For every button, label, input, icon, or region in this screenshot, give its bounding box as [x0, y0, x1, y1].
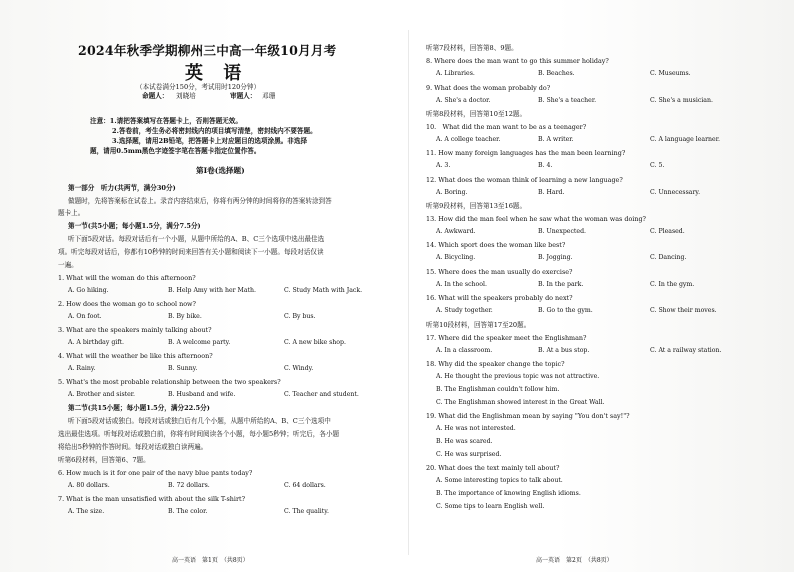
option-c: C. Pleased. — [650, 228, 685, 235]
option-b: B. A welcome party. — [168, 339, 231, 346]
section2-intro: 听下面5段对话或独白。每段对话或独白后有几个小题，从题中所给的A、B、C三个选项中 — [68, 417, 331, 425]
option-c: C. Unnecessary. — [650, 189, 701, 196]
question-text: 19. What did the Englishman mean by saying "You don't say!"? — [426, 412, 630, 420]
left-column — [58, 0, 396, 572]
material-heading: 听第10段材料，回答第17至20题。 — [426, 321, 531, 329]
question-text: 17. Where did the speaker meet the Englishman? — [426, 334, 587, 342]
option-a: A. 3. — [436, 162, 451, 169]
part1-intro: 做题时，先将答案标在试卷上。录音内容结束后，你将有两分钟的时间将你的答案转涂到答 — [68, 197, 332, 205]
option-c: C. 5. — [650, 162, 665, 169]
option-c: C. Show their moves. — [650, 307, 717, 314]
question-text: 20. What does the text mainly tell about? — [426, 464, 560, 472]
section2-intro: 将给出5秒钟的作答时间。每段对话或独白读两遍。 — [58, 443, 208, 451]
section2-intro: 选出最佳选项。听每段对话或独白前，你将有时间阅读各个小题，每小题5秒钟；听完后，各小题 — [58, 430, 340, 438]
note-line: 注意：1.请把答案填写在答题卡上，否则答题无效。 — [90, 117, 242, 125]
option-a: A. Awkward. — [436, 228, 476, 235]
question-text: 1. What will the woman do this afternoon? — [58, 274, 196, 282]
option-c: C. The Englishman showed interest in the Great Wall. — [436, 399, 605, 406]
section1-heading: 第一节(共5小题；每小题1.5分，满分7.5分) — [68, 222, 201, 230]
option-b: B. Husband and wife. — [168, 391, 236, 398]
option-a: A. A college teacher. — [436, 136, 501, 143]
option-c: C. In the gym. — [650, 281, 695, 288]
reviewer-label: 审题人： — [230, 92, 257, 100]
section1-intro: 一遍。 — [58, 261, 78, 269]
option-a: A. Go hiking. — [68, 287, 109, 294]
right-column — [426, 0, 766, 572]
option-b: B. Beaches. — [538, 70, 575, 77]
question-text: 10. What did the man want to be as a teenager? — [426, 123, 587, 131]
option-a: A. On foot. — [68, 313, 102, 320]
option-b: B. 72 dollars. — [168, 482, 210, 489]
question-text: 3. What are the speakers mainly talking about? — [58, 326, 212, 334]
option-c: C. 64 dollars. — [284, 482, 326, 489]
option-a: A. He thought the previous topic was not attractive. — [436, 373, 600, 380]
question-text: 15. Where does the man usually do exercise? — [426, 268, 573, 276]
option-b: B. Go to the gym. — [538, 307, 593, 314]
page-footer-right: 高一英语 第2页 （共8页） — [536, 557, 613, 564]
option-c: C. Dancing. — [650, 254, 687, 261]
option-b: B. He was scared. — [436, 438, 493, 445]
option-b: B. At a bus stop. — [538, 347, 590, 354]
option-b: B. 4. — [538, 162, 553, 169]
option-c: C. He was surprised. — [436, 451, 502, 458]
option-b: B. The importance of knowing English idioms. — [436, 490, 581, 497]
exam-duration: （本试卷满分150分，考试用时120分钟） — [136, 83, 261, 91]
option-a: A. A birthday gift. — [68, 339, 125, 346]
option-a: A. Brother and sister. — [68, 391, 136, 398]
option-a: A. Libraries. — [436, 70, 475, 77]
option-c: C. Some tips to learn English well. — [436, 503, 545, 510]
question-text: 12. What does the woman think of learning a new language? — [426, 176, 623, 184]
author-name: 刘晓培 — [176, 92, 196, 100]
material-heading: 听第6段材料，回答第6、7题。 — [58, 456, 150, 464]
option-b: B. In the park. — [538, 281, 584, 288]
option-c: C. By bus. — [284, 313, 316, 320]
option-a: A. She's a doctor. — [436, 97, 491, 104]
question-text: 13. How did the man feel when he saw what the woman was doing? — [426, 215, 646, 223]
question-text: 5. What's the most probable relationship between the two speakers? — [58, 378, 281, 386]
option-a: A. Bicycling. — [436, 254, 476, 261]
question-text: 8. Where does the man want to go this summer holiday? — [426, 57, 609, 65]
option-a: A. 80 dollars. — [68, 482, 110, 489]
material-heading: 听第9段材料，回答第13至16题。 — [426, 202, 527, 210]
exam-title: 2024年秋季学期柳州三中高一年级10月月考 — [78, 43, 337, 58]
part1-heading: 第一部分 听力(共两节，满分30分) — [68, 184, 176, 192]
section2-heading: 第二节(共15小题；每小题1.5分，满分22.5分) — [68, 404, 210, 412]
question-text: 4. What will the weather be like this afternoon? — [58, 352, 213, 360]
option-c: C. A language learner. — [650, 136, 720, 143]
option-a: A. Study together. — [436, 307, 493, 314]
question-text: 7. What is the man unsatisfied with about the silk T-shirt? — [58, 495, 246, 503]
question-text: 16. What will the speakers probably do next? — [426, 294, 573, 302]
option-a: A. In the school. — [436, 281, 487, 288]
material-heading: 听第7段材料，回答第8、9题。 — [426, 44, 518, 52]
option-b: B. The Englishman couldn't follow him. — [436, 386, 560, 393]
option-a: A. Some interesting topics to talk about. — [436, 477, 563, 484]
question-text: 14. Which sport does the woman like best? — [426, 241, 566, 249]
option-b: B. Unexpected. — [538, 228, 586, 235]
option-a: A. He was not interested. — [436, 425, 516, 432]
note-line: 3.选择题，请用2B铅笔，把答题卡上对应题目的选项涂黑。非选择 — [112, 137, 308, 145]
option-c: C. At a railway station. — [650, 347, 722, 354]
subject-title: 英 语 — [185, 63, 249, 84]
option-a: A. Rainy. — [68, 365, 96, 372]
section1-intro: 项。听完每段对话后，你都有10秒钟的时间来回答有关小题和阅读下一小题。每段对话仅读 — [58, 248, 324, 256]
option-b: B. The color. — [168, 508, 208, 515]
section1-intro: 听下面5段对话。每段对话后有一个小题，从题中所给的A、B、C三个选项中选出最佳选 — [68, 235, 325, 243]
question-text: 18. Why did the speaker change the topic? — [426, 360, 565, 368]
option-a: A. The size. — [68, 508, 105, 515]
material-heading: 听第8段材料，回答第10至12题。 — [426, 110, 527, 118]
option-b: B. She's a teacher. — [538, 97, 597, 104]
option-c: C. She's a musician. — [650, 97, 713, 104]
option-a: A. In a classroom. — [436, 347, 493, 354]
option-c: C. Museums. — [650, 70, 691, 77]
option-b: B. Hard. — [538, 189, 565, 196]
option-c: C. A new bike shop. — [284, 339, 346, 346]
option-b: B. Jogging. — [538, 254, 573, 261]
option-b: B. Help Amy with her Math. — [168, 287, 256, 294]
option-b: B. By bike. — [168, 313, 202, 320]
section-title: 第Ⅰ卷(选择题) — [196, 166, 245, 175]
author-label: 命题人： — [142, 92, 169, 100]
option-b: B. Sunny. — [168, 365, 198, 372]
option-c: C. The quality. — [284, 508, 329, 515]
question-text: 6. How much is it for one pair of the navy blue pants today? — [58, 469, 253, 477]
note-line: 题，请用0.5mm黑色字迹签字笔在答题卡指定位置作答。 — [90, 147, 261, 155]
question-text: 11. How many foreign languages has the man been learning? — [426, 149, 626, 157]
option-b: B. A writer. — [538, 136, 574, 143]
option-c: C. Study Math with Jack. — [284, 287, 363, 294]
option-c: C. Teacher and student. — [284, 391, 359, 398]
part1-intro: 题卡上。 — [58, 209, 85, 217]
page-divider — [408, 30, 409, 555]
option-c: C. Windy. — [284, 365, 314, 372]
page-footer-left: 高一英语 第1页 （共8页） — [172, 557, 249, 564]
reviewer-name: 邓珊 — [262, 92, 276, 100]
question-text: 9. What does the woman probably do? — [426, 84, 551, 92]
note-line: 2.答卷前，考生务必将密封线内的项目填写清楚，密封线内不要答题。 — [112, 127, 317, 135]
option-a: A. Boring. — [436, 189, 468, 196]
question-text: 2. How does the woman go to school now? — [58, 300, 196, 308]
